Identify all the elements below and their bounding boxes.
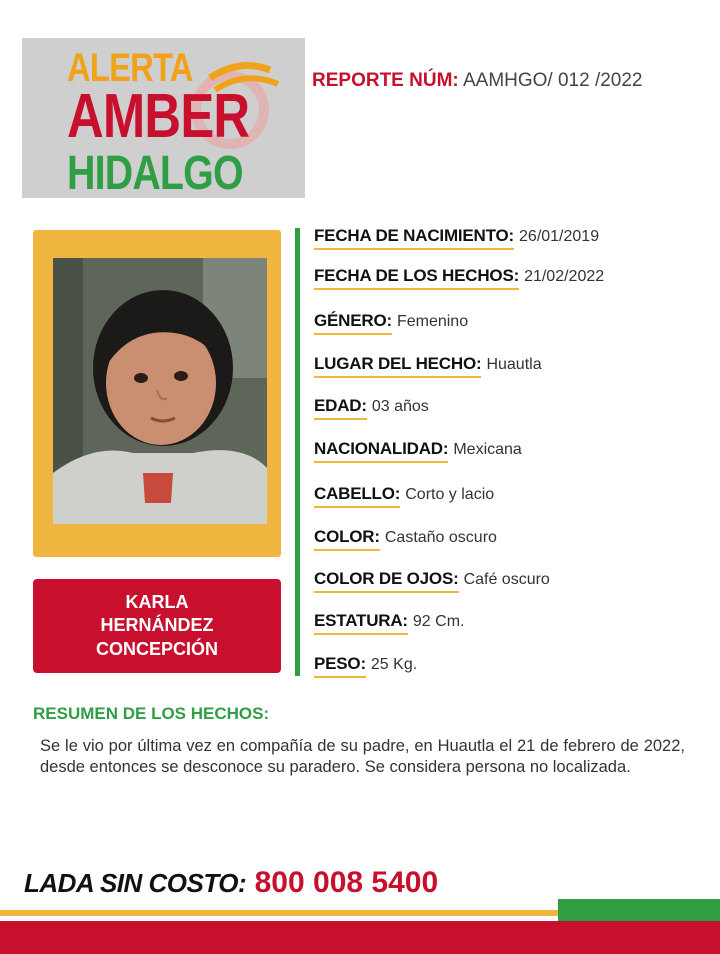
field-value: Huautla — [486, 356, 542, 373]
logo-hidalgo: HIDALGO — [67, 147, 243, 200]
name-line-2: HERNÁNDEZ — [100, 615, 214, 636]
field-value: 25 Kg. — [370, 656, 418, 673]
field-birth-date — [314, 226, 599, 250]
field-nationality — [314, 439, 522, 463]
field-hair — [314, 484, 494, 508]
footer-stripe-green — [558, 899, 720, 921]
amber-alert-logo — [22, 38, 305, 198]
field-label: COLOR: — [314, 527, 380, 551]
field-value: 03 años — [371, 398, 429, 415]
field-event-date — [314, 266, 604, 290]
logo-alerta: ALERTA — [67, 46, 193, 90]
footer-stripe-yellow — [0, 910, 558, 916]
field-label: LUGAR DEL HECHO: — [314, 354, 481, 378]
field-label: ESTATURA: — [314, 611, 408, 635]
field-value: 21/02/2022 — [524, 268, 605, 285]
summary-text: Se le vio por última vez en compañía de su padre, en Huautla el 21 de febrero de 2022, desde entonces se desconoce su paradero. Se considera persona no localizada. — [40, 737, 685, 777]
name-line-3: CONCEPCIÓN — [95, 638, 218, 659]
field-label: PESO: — [314, 654, 366, 678]
divider-bar — [295, 228, 300, 676]
field-value: Café oscuro — [463, 571, 550, 588]
field-height — [314, 611, 464, 635]
field-label: EDAD: — [314, 396, 367, 420]
field-label: FECHA DE LOS HECHOS: — [314, 266, 519, 290]
name-line-1: KARLA — [125, 591, 189, 612]
missing-person-name — [33, 579, 281, 673]
field-label: NACIONALIDAD: — [314, 439, 448, 463]
report-label: REPORTE NÚM: — [312, 70, 459, 91]
field-value: Castaño oscuro — [384, 529, 497, 546]
field-label: GÉNERO: — [314, 311, 392, 335]
field-value: Femenino — [396, 313, 469, 330]
field-location — [314, 354, 542, 378]
logo-amber: AMBER — [67, 82, 250, 151]
field-value: 92 Cm. — [412, 613, 465, 630]
field-weight — [314, 654, 417, 678]
toll-free-label: LADA SIN COSTO: — [24, 868, 247, 898]
field-value: 26/01/2019 — [519, 228, 600, 245]
field-color — [314, 527, 497, 551]
field-age — [314, 396, 429, 420]
field-label: COLOR DE OJOS: — [314, 569, 459, 593]
summary-title: RESUMEN DE LOS HECHOS: — [33, 704, 270, 723]
field-label: CABELLO: — [314, 484, 400, 508]
field-eye-color — [314, 569, 550, 593]
field-label: FECHA DE NACIMIENTO: — [314, 226, 514, 250]
report-number — [312, 70, 643, 92]
field-gender — [314, 311, 468, 335]
child-portrait-icon — [53, 258, 267, 524]
photo-frame — [33, 230, 281, 557]
footer-stripe-red — [0, 921, 720, 954]
field-value: Corto y lacio — [405, 486, 495, 503]
missing-child-photo — [53, 258, 267, 524]
toll-free-number[interactable]: 800 008 5400 — [254, 866, 439, 899]
field-value: Mexicana — [453, 441, 522, 458]
report-value: AAMHGO/ 012 /2022 — [462, 70, 643, 91]
toll-free-line — [24, 866, 438, 900]
